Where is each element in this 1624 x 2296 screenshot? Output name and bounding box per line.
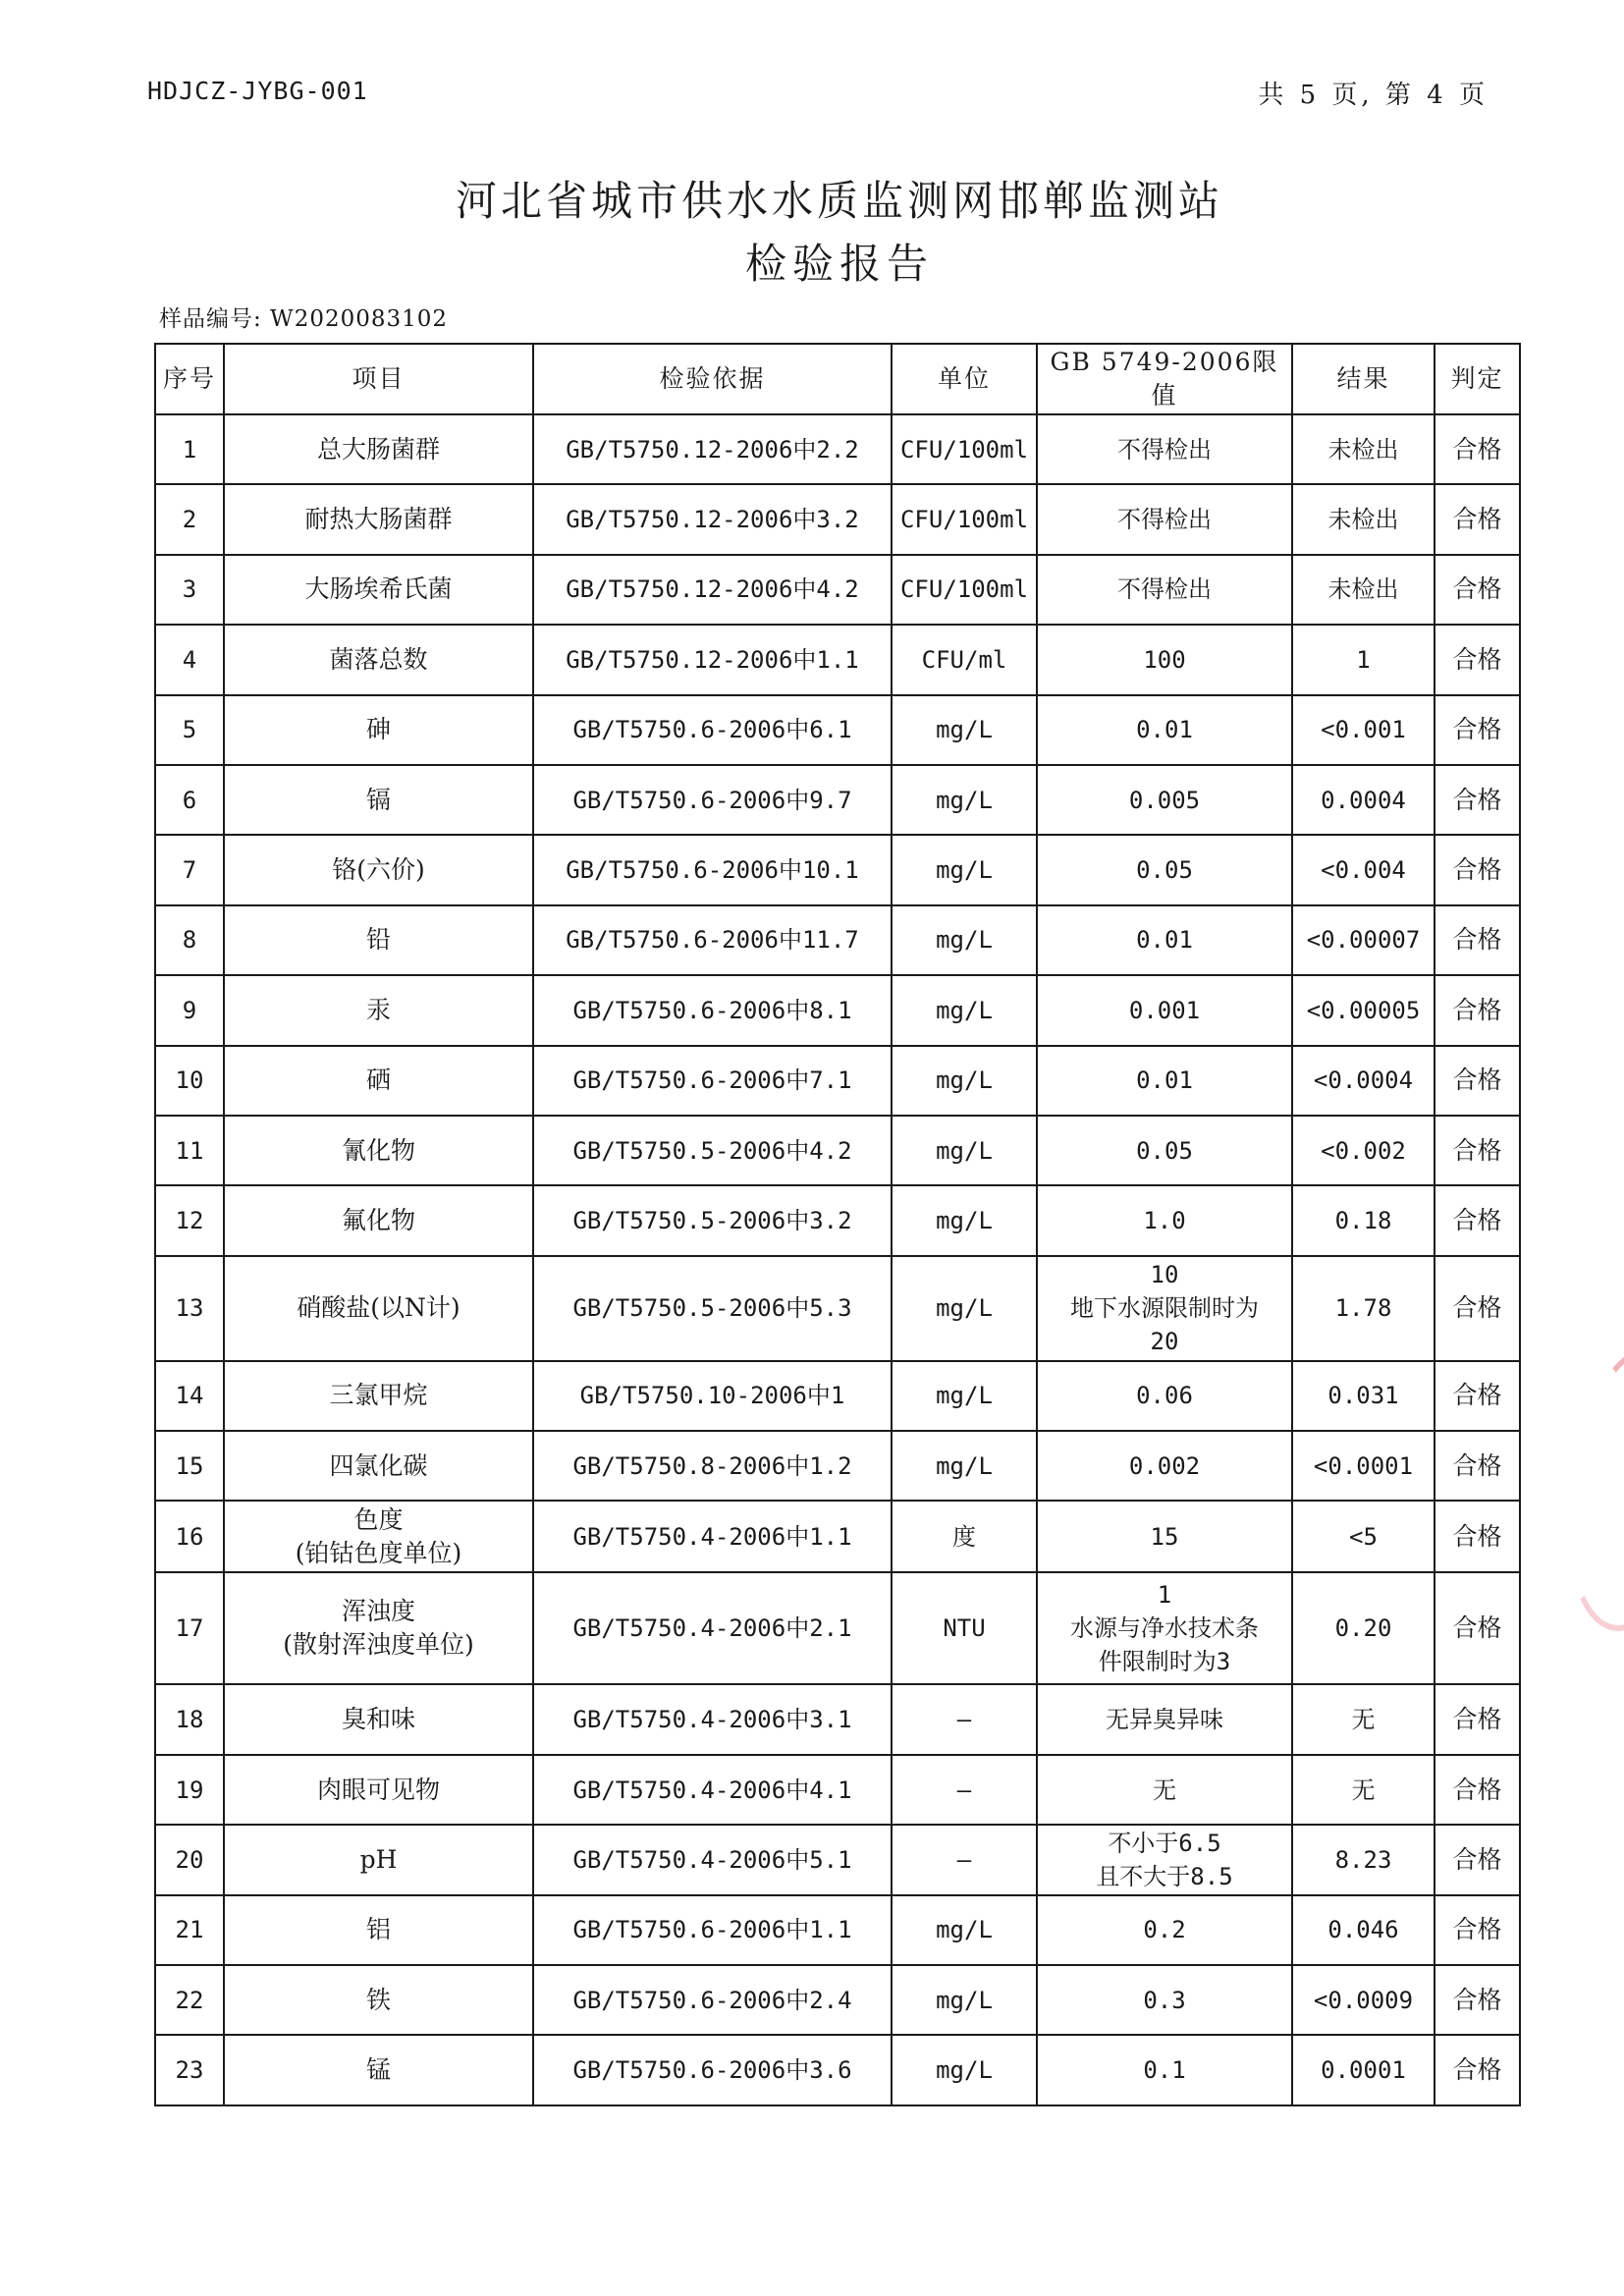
cell-unit: CFU/100ml <box>892 555 1037 625</box>
cell-item: 色度 (铂钴色度单位) <box>224 1501 533 1572</box>
cell-limit: 0.06 <box>1037 1361 1292 1431</box>
cell-item: 肉眼可见物 <box>224 1755 533 1825</box>
cell-no: 20 <box>155 1825 224 1894</box>
cell-basis: GB/T5750.6-2006中9.7 <box>533 765 892 835</box>
table-row <box>155 1046 1520 1116</box>
cell-limit: 15 <box>1037 1501 1292 1572</box>
cell-result: 未检出 <box>1292 484 1435 554</box>
cell-verdict: 合格 <box>1435 484 1520 554</box>
cell-no: 6 <box>155 765 224 835</box>
column-header-no: 序号 <box>155 344 224 414</box>
cell-unit: mg/L <box>892 695 1037 765</box>
cell-unit: mg/L <box>892 1116 1037 1185</box>
cell-item: 铝 <box>224 1895 533 1965</box>
cell-unit: NTU <box>892 1572 1037 1684</box>
cell-verdict: 合格 <box>1435 1185 1520 1255</box>
column-header-item: 项目 <box>224 344 533 414</box>
cell-basis: GB/T5750.6-2006中1.1 <box>533 1895 892 1965</box>
inspection-results-table <box>154 343 1521 2106</box>
table-row <box>155 1361 1520 1431</box>
cell-basis: GB/T5750.6-2006中6.1 <box>533 695 892 765</box>
table-row <box>155 414 1520 484</box>
cell-unit: mg/L <box>892 1895 1037 1965</box>
table-row <box>155 625 1520 694</box>
cell-result: <0.004 <box>1292 835 1435 904</box>
cell-verdict: 合格 <box>1435 905 1520 975</box>
cell-limit: 不得检出 <box>1037 555 1292 625</box>
cell-no: 18 <box>155 1684 224 1754</box>
cell-unit: mg/L <box>892 1431 1037 1501</box>
cell-limit: 0.005 <box>1037 765 1292 835</box>
cell-item: 氰化物 <box>224 1116 533 1185</box>
sample-number: 样品编号: W2020083102 <box>159 306 449 332</box>
cell-item: 硒 <box>224 1046 533 1116</box>
cell-verdict: 合格 <box>1435 1825 1520 1894</box>
cell-unit: mg/L <box>892 1256 1037 1361</box>
cell-item: 铁 <box>224 1965 533 2035</box>
cell-basis: GB/T5750.6-2006中10.1 <box>533 835 892 904</box>
cell-no: 22 <box>155 1965 224 2035</box>
cell-no: 7 <box>155 835 224 904</box>
table-row <box>155 1825 1520 1894</box>
table-row <box>155 695 1520 765</box>
cell-no: 14 <box>155 1361 224 1431</box>
cell-no: 12 <box>155 1185 224 1255</box>
cell-result: 1.78 <box>1292 1256 1435 1361</box>
cell-basis: GB/T5750.5-2006中3.2 <box>533 1185 892 1255</box>
cell-unit: mg/L <box>892 975 1037 1045</box>
table-row <box>155 555 1520 625</box>
cell-no: 4 <box>155 625 224 694</box>
cell-basis: GB/T5750.4-2006中4.1 <box>533 1755 892 1825</box>
cell-limit: 无 <box>1037 1755 1292 1825</box>
cell-unit: CFU/100ml <box>892 414 1037 484</box>
table-row <box>155 484 1520 554</box>
cell-no: 2 <box>155 484 224 554</box>
cell-verdict: 合格 <box>1435 1361 1520 1431</box>
cell-result: 未检出 <box>1292 555 1435 625</box>
cell-basis: GB/T5750.6-2006中11.7 <box>533 905 892 975</box>
cell-no: 11 <box>155 1116 224 1185</box>
cell-result: 0.031 <box>1292 1361 1435 1431</box>
cell-item: 汞 <box>224 975 533 1045</box>
table-row <box>155 1431 1520 1501</box>
cell-result: 0.20 <box>1292 1572 1435 1684</box>
column-header-limit: GB 5749-2006限值 <box>1037 344 1292 414</box>
table-row <box>155 1116 1520 1185</box>
cell-verdict: 合格 <box>1435 835 1520 904</box>
cell-basis: GB/T5750.6-2006中8.1 <box>533 975 892 1045</box>
cell-limit: 1.0 <box>1037 1185 1292 1255</box>
cell-verdict: 合格 <box>1435 1501 1520 1572</box>
column-header-result: 结果 <box>1292 344 1435 414</box>
cell-limit: 0.05 <box>1037 1116 1292 1185</box>
cell-basis: GB/T5750.5-2006中4.2 <box>533 1116 892 1185</box>
cell-no: 16 <box>155 1501 224 1572</box>
cell-unit: mg/L <box>892 1965 1037 2035</box>
cell-limit: 0.01 <box>1037 695 1292 765</box>
cell-basis: GB/T5750.6-2006中3.6 <box>533 2035 892 2105</box>
red-seal-stamp <box>1549 1338 1624 1640</box>
cell-verdict: 合格 <box>1435 1572 1520 1684</box>
table-row <box>155 765 1520 835</box>
table-header-row <box>155 344 1520 414</box>
cell-result: <0.0004 <box>1292 1046 1435 1116</box>
cell-limit: 0.001 <box>1037 975 1292 1045</box>
cell-result: 未检出 <box>1292 414 1435 484</box>
cell-unit: 度 <box>892 1501 1037 1572</box>
cell-limit: 0.05 <box>1037 835 1292 904</box>
cell-unit: mg/L <box>892 2035 1037 2105</box>
cell-basis: GB/T5750.12-2006中2.2 <box>533 414 892 484</box>
cell-no: 23 <box>155 2035 224 2105</box>
cell-unit: mg/L <box>892 905 1037 975</box>
cell-verdict: 合格 <box>1435 695 1520 765</box>
cell-unit: mg/L <box>892 1046 1037 1116</box>
cell-no: 5 <box>155 695 224 765</box>
cell-basis: GB/T5750.6-2006中2.4 <box>533 1965 892 2035</box>
cell-verdict: 合格 <box>1435 555 1520 625</box>
cell-item: 砷 <box>224 695 533 765</box>
cell-no: 19 <box>155 1755 224 1825</box>
cell-verdict: 合格 <box>1435 1684 1520 1754</box>
cell-verdict: 合格 <box>1435 1431 1520 1501</box>
cell-limit: 100 <box>1037 625 1292 694</box>
cell-result: 0.046 <box>1292 1895 1435 1965</box>
cell-item: 四氯化碳 <box>224 1431 533 1501</box>
cell-basis: GB/T5750.4-2006中2.1 <box>533 1572 892 1684</box>
cell-unit: mg/L <box>892 1361 1037 1431</box>
cell-verdict: 合格 <box>1435 1895 1520 1965</box>
cell-limit: 不得检出 <box>1037 484 1292 554</box>
cell-verdict: 合格 <box>1435 414 1520 484</box>
cell-basis: GB/T5750.4-2006中3.1 <box>533 1684 892 1754</box>
table-row <box>155 1501 1520 1572</box>
cell-limit: 不得检出 <box>1037 414 1292 484</box>
cell-unit: CFU/ml <box>892 625 1037 694</box>
cell-item: 总大肠菌群 <box>224 414 533 484</box>
table-row <box>155 905 1520 975</box>
cell-unit: mg/L <box>892 1185 1037 1255</box>
cell-basis: GB/T5750.5-2006中5.3 <box>533 1256 892 1361</box>
cell-limit: 0.2 <box>1037 1895 1292 1965</box>
report-title: 检验报告 <box>744 240 934 288</box>
cell-verdict: 合格 <box>1435 1116 1520 1185</box>
cell-no: 21 <box>155 1895 224 1965</box>
cell-result: 无 <box>1292 1684 1435 1754</box>
cell-item: 三氯甲烷 <box>224 1361 533 1431</box>
cell-no: 17 <box>155 1572 224 1684</box>
cell-no: 9 <box>155 975 224 1045</box>
cell-item: 氟化物 <box>224 1185 533 1255</box>
cell-no: 10 <box>155 1046 224 1116</box>
cell-basis: GB/T5750.12-2006中3.2 <box>533 484 892 554</box>
cell-unit: — <box>892 1755 1037 1825</box>
cell-basis: GB/T5750.8-2006中1.2 <box>533 1431 892 1501</box>
cell-limit: 10 地下水源限制时为 20 <box>1037 1256 1292 1361</box>
cell-limit: 0.3 <box>1037 1965 1292 2035</box>
cell-limit: 0.01 <box>1037 905 1292 975</box>
cell-result: <0.002 <box>1292 1116 1435 1185</box>
cell-result: <0.0001 <box>1292 1431 1435 1501</box>
cell-result: <5 <box>1292 1501 1435 1572</box>
cell-limit: 0.01 <box>1037 1046 1292 1116</box>
cell-result: 0.0001 <box>1292 2035 1435 2105</box>
cell-result: <0.00005 <box>1292 975 1435 1045</box>
table-row <box>155 975 1520 1045</box>
report-organization-title: 河北省城市供水水质监测网邯郸监测站 <box>455 177 1223 225</box>
cell-item: 镉 <box>224 765 533 835</box>
cell-verdict: 合格 <box>1435 975 1520 1045</box>
table-row <box>155 1185 1520 1255</box>
cell-limit: 不小于6.5 且不大于8.5 <box>1037 1825 1292 1894</box>
table-row <box>155 1895 1520 1965</box>
cell-no: 13 <box>155 1256 224 1361</box>
table-row <box>155 2035 1520 2105</box>
table-row <box>155 1965 1520 2035</box>
cell-item: pH <box>224 1825 533 1894</box>
cell-basis: GB/T5750.6-2006中7.1 <box>533 1046 892 1116</box>
table-row <box>155 1755 1520 1825</box>
cell-result: <0.00007 <box>1292 905 1435 975</box>
cell-limit: 无异臭异味 <box>1037 1684 1292 1754</box>
cell-item: 臭和味 <box>224 1684 533 1754</box>
cell-basis: GB/T5750.10-2006中1 <box>533 1361 892 1431</box>
cell-item: 锰 <box>224 2035 533 2105</box>
cell-unit: — <box>892 1684 1037 1754</box>
cell-limit: 0.1 <box>1037 2035 1292 2105</box>
cell-result: <0.001 <box>1292 695 1435 765</box>
cell-item: 浑浊度 (散射浑浊度单位) <box>224 1572 533 1684</box>
column-header-verdict: 判定 <box>1435 344 1520 414</box>
cell-result: 0.0004 <box>1292 765 1435 835</box>
cell-item: 铬(六价) <box>224 835 533 904</box>
cell-unit: mg/L <box>892 765 1037 835</box>
cell-item: 菌落总数 <box>224 625 533 694</box>
cell-basis: GB/T5750.4-2006中5.1 <box>533 1825 892 1894</box>
cell-basis: GB/T5750.12-2006中1.1 <box>533 625 892 694</box>
page-number: 共 5 页, 第 4 页 <box>1258 81 1489 110</box>
cell-limit: 1 水源与净水技术条 件限制时为3 <box>1037 1572 1292 1684</box>
cell-result: <0.0009 <box>1292 1965 1435 2035</box>
column-header-unit: 单位 <box>892 344 1037 414</box>
column-header-basis: 检验依据 <box>533 344 892 414</box>
cell-no: 3 <box>155 555 224 625</box>
cell-unit: mg/L <box>892 835 1037 904</box>
cell-verdict: 合格 <box>1435 1256 1520 1361</box>
cell-verdict: 合格 <box>1435 625 1520 694</box>
cell-item: 大肠埃希氏菌 <box>224 555 533 625</box>
cell-result: 0.18 <box>1292 1185 1435 1255</box>
cell-verdict: 合格 <box>1435 2035 1520 2105</box>
cell-verdict: 合格 <box>1435 1046 1520 1116</box>
cell-basis: GB/T5750.12-2006中4.2 <box>533 555 892 625</box>
table-row <box>155 1256 1520 1361</box>
cell-no: 1 <box>155 414 224 484</box>
document-code: HDJCZ-JYBG-001 <box>147 77 368 105</box>
cell-item: 硝酸盐(以N计) <box>224 1256 533 1361</box>
cell-result: 8.23 <box>1292 1825 1435 1894</box>
cell-result: 1 <box>1292 625 1435 694</box>
cell-no: 15 <box>155 1431 224 1501</box>
table-row <box>155 835 1520 904</box>
cell-basis: GB/T5750.4-2006中1.1 <box>533 1501 892 1572</box>
cell-unit: CFU/100ml <box>892 484 1037 554</box>
cell-verdict: 合格 <box>1435 765 1520 835</box>
cell-no: 8 <box>155 905 224 975</box>
cell-unit: — <box>892 1825 1037 1894</box>
cell-verdict: 合格 <box>1435 1755 1520 1825</box>
table-row <box>155 1684 1520 1754</box>
cell-result: 无 <box>1292 1755 1435 1825</box>
cell-verdict: 合格 <box>1435 1965 1520 2035</box>
cell-item: 铅 <box>224 905 533 975</box>
cell-limit: 0.002 <box>1037 1431 1292 1501</box>
cell-item: 耐热大肠菌群 <box>224 484 533 554</box>
table-row <box>155 1572 1520 1684</box>
